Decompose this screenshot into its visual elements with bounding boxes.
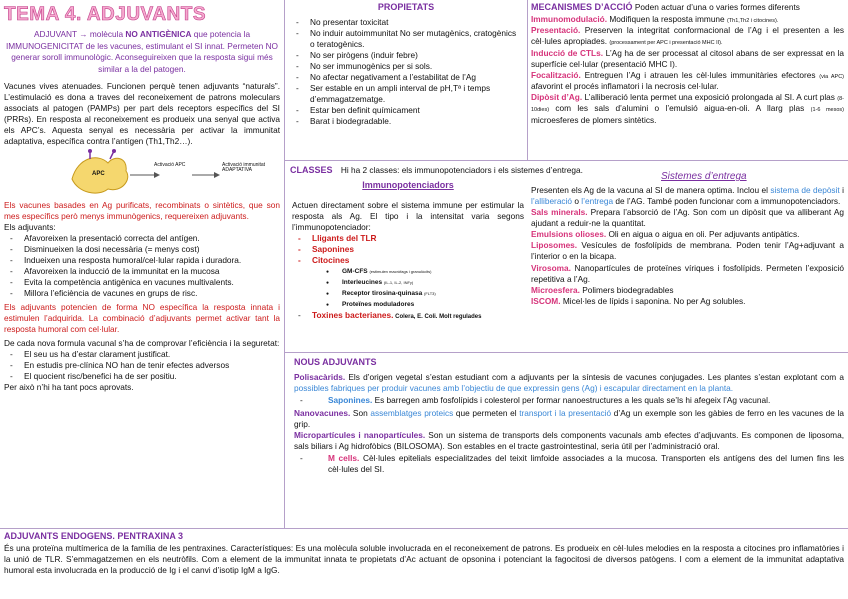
list-item: - Evita la competència antigènica en vacunes multivalents. [4, 277, 280, 288]
list-item: - No presentar toxicitat [290, 17, 522, 28]
citocines-list [322, 266, 524, 310]
apc-label: APC [92, 170, 105, 177]
divider-endogens-top [0, 528, 848, 529]
list-item: - Disminueixen la dosi necessària (= menys cost) [4, 244, 280, 255]
mecanismes-heading: MECANISMES D’ACCIÓ [531, 2, 633, 12]
sistema-item: Emulsions olioses. Oli en aigua o aigua en oli. Per adjuvants antipàtics. [531, 229, 800, 240]
sistema-item: Sals minerals. Prepara l’absorció de l’Ag. Son com un dipòsit que va alliberant Ag ajudant a reduir-ne la quantitat. [531, 207, 844, 229]
sistema-item: ISCOM. Micel·les de lípids i saponina. No per Ag solubles. [531, 295, 746, 306]
closing-text: Per això n’hi ha tant pocs aprovats. [4, 382, 134, 393]
polisacarids-item: Polisacàrids. Els d’origen vegetal s’estan estudiant com a adjuvants per la síntesis de vacunes conjugades. Les plantes s’estan explotant com a possibles fabriques per produir vacunes amb l’objectiu de que expressin gens (Ag) i escapular directament en la planta. [294, 371, 844, 393]
toxines-list [292, 310, 524, 322]
mecanismes-section: MECANISMES D’ACCIÓ Poden actuar d’una o varies formes diferents Immunomodulació. Modifiquen la resposta immune (Th1,Th2 i citocines). Presentació. Preserven la integritat conformacional de l’Ag i el presenten a les cèl·lules apropiades. (processament per APC i presentació MHC II). Inducció de CTLs. L’Ag ha de ser processat al citosol abans de ser expressat en la superfície cel·lular (presentació MHC I). Focalització. Entreguen l’Ag i atrauen les cèl·lules immunitàries efectores (via APC) afavorint el procés inflamatori i la necrosis cel·lular. Dipòsit d’Ag. L’alliberació lenta permet una exposició prolongada al SI. A curt plas (8-10dies) com les sals d’alumini o l’emulsió aigua-en-oli. A llarg plas (1-6 mesos) microesferes de plomers sintètics. [531, 2, 845, 125]
list-item: ● Interleucines (IL-1, IL-2, INFγ) [322, 277, 524, 288]
list-item: - Saponines [292, 244, 524, 255]
list-item: - M cells. Cèl·lules epitelials especialitzades del teixit limfoide associades a la mucosa. Transporten els antígens des del lumen fins les cèl·lules del SI. [294, 453, 844, 475]
divider-nous-top [285, 352, 848, 353]
list-item: - Afavoreixen la presentació correcta del antígen. [4, 233, 280, 244]
list-item: - Saponines. Es barregen amb fosfolípids i colesterol per formar nanoestructures a les quals se’ls hi afegeix l’Ag vacunal. [294, 395, 844, 406]
nous-heading: NOUS ADJUVANTS [294, 357, 377, 367]
propietats-heading: PROPIETATS [377, 2, 435, 12]
list-item: ● GM-CFS (estimulen macròfags i granulòcits) [322, 266, 524, 277]
sistemes-section [531, 170, 844, 307]
microparticules-item: Micropartícules i nanopartícules. Son un sistema de transports dels components vacunals amb efectes d’adjuvants. Es componen de liposoma, sals biliars i Ag hidrofòbics (BILOSOMA). Son estables en el tracte gastrointestinal, seria útil per l’administració oral. [294, 430, 844, 452]
list-item: - Afavoreixen la inducció de la immunitat en la mucosa [4, 266, 280, 277]
list-item: - Citocines [292, 255, 524, 266]
list-item: ● Proteïnes moduladores [322, 299, 524, 310]
classes-intro: Hi ha 2 classes: els immunopotenciadors i els sistemes d’entrega. [340, 165, 583, 175]
list-item: - En estudis pre-clínica NO han de tenir efectes adversos [4, 360, 280, 371]
immuno-list [292, 233, 524, 266]
immuno-heading: Immunopotenciadors [362, 180, 454, 190]
list-item: - No induir autoimmunitat No ser mutagènics, cratogènics o teratogènics. [290, 28, 522, 50]
saponines-list [294, 395, 844, 406]
classes-heading: CLASSES [290, 165, 333, 175]
mecanisme-item: Dipòsit d’Ag. L’alliberació lenta permet una exposició prolongada al SI. A curt plas (8-10dies) com les sals d’alumini o l’emulsió aigua-en-oli. A llarg plas (1-6 mesos) microesferes de plomers sintètics. [531, 92, 844, 125]
immunopotenciadors-section [292, 180, 524, 322]
list-item: - Indueixen una resposta humoral/cel·lular rapida i duradora. [4, 255, 280, 266]
nous-adjuvants-section [294, 357, 844, 475]
mecanisme-item: Immunomodulació. Modifiquen la resposta immune (Th1,Th2 i citocines). [531, 13, 779, 24]
sistemes-heading: Sistemes d’entrega [661, 171, 747, 182]
formula-paragraph: De cada nova formula vacunal s’ha de comprovar l’eficiència i la seguretat: [4, 338, 280, 349]
els-adjuvants-label: Els adjuvants: [4, 221, 56, 232]
adjuvant-effects-list [4, 233, 280, 299]
adjuvant-diagram [4, 149, 280, 199]
propietats-section [290, 2, 522, 127]
mecanisme-item: Inducció de CTLs. L’Ag ha de ser processat al citosol abans de ser expressat en la superfície cel·lular (presentació MHC I). [531, 47, 845, 69]
divider-right-top [527, 0, 528, 160]
endogens-text: És una proteïna multímerica de la família de les pentraxines. Característiques: Es una molècula soluble involucrada en el reconeixement de patrons. Es produeix en cèl·lules melodies en la resposta a citocines pro inflamatòries i la unió de TLR. S’emmagatzemen en els neutròfils. Com a element de la immunitat innata te propietats d’Ac actuant de opsonina i potenciant la fagocitosi de diversos patògens. I com a element de la immunitat adaptativa humoral esta involucrada en la producció de Ig i el canvi d’isotip IgM a IgG. [4, 542, 844, 576]
list-item: - El seu us ha d’estar clarament justificat. [4, 349, 280, 360]
list-item: - El quocient risc/benefici ha de ser positiu. [4, 371, 280, 382]
list-item: - Estar ben definit químicament [290, 105, 522, 116]
red-paragraph-1: Els vacunes basades en Ag purificats, recombinats o sintètics, que son mes específics però menys immunògenics, requereixen adjuvants. [4, 199, 280, 221]
mcells-list [294, 453, 844, 475]
list-item: ● Receptor tirosina-quinasa (FLT3) [322, 288, 524, 299]
list-item: - Lligants del TLR [292, 233, 524, 244]
sistemes-intro: Presenten els Ag de la vacuna al SI de manera optima. Inclou el sistema de depòsit i l’alliberació o l’entrega de l’AG. També poden funcionar com a immunopotenciadors. [531, 185, 844, 207]
page-title: TEMA 4. ADJUVANTS [4, 4, 207, 25]
divider-classes-top [285, 160, 848, 161]
list-item: - Toxines bacterianes. Colera, E. Coli. Molt regulades [292, 310, 524, 322]
nanovacunes-item: Nanovacunes. Son assemblatges proteics que permeten el transport i la presentació d’Ag un exemple son les gàbies de ferro en les vacunes de la grip. [294, 408, 844, 430]
list-item: - No ser immunogènics per si sols. [290, 61, 522, 72]
list-item: - Ser estable en un ampli interval de pH,Tª i temps d’emmagatzematge. [290, 83, 522, 105]
list-item: - Millora l’eficiència de vacunes en grups de risc. [4, 288, 280, 299]
endogens-heading: ADJUVANTS ENDOGENS. PENTRAXINA 3 [4, 531, 184, 541]
mecanisme-item: Presentació. Preserven la integritat conformacional de l’Ag i el presenten a les cèl·lules apropiades. (processament per APC i presentació MHC II). [531, 25, 844, 47]
sistema-item: Liposomes. Vesícules de fosfolípids de membrana. Poden tenir l’Ag+adjuvant a l’interior o en la bicapa. [531, 240, 844, 262]
mecanisme-item: Focalització. Entreguen l’Ag i atrauen les cèl·lules immunitàries efectores (via APC) afavorint el procés inflamatori i la necrosis cel·lular. [531, 69, 845, 91]
left-column [4, 2, 280, 393]
list-item: - No afectar negativament a l’estabilitat de l’Ag [290, 72, 522, 83]
formula-list [4, 349, 280, 382]
endogens-section [4, 531, 844, 576]
vaccines-paragraph: Vacunes vives atenuades. Funcionen perquè tenen adjuvants “naturals”. L’estimulació es dona a traves del reconeixement de patrons moleculars associats al patogen (PAMPs) per part dels receptors específics del SI (PRRs). En resposta al reconeixement es produeix una senyal que activa els APC’s. Aquesta senyal es necessària per activar la immunitat adaptativa, específica contra l’antígen (Th1,Th2…). [4, 80, 280, 146]
red-paragraph-2: Els adjuvants potencien de forma NO específica la resposta innata i estimulen l’adquirida. La combinació d’adjuvants permet activar tant la resposta humoral com cel·lular. [4, 302, 280, 335]
list-item: - Barat i biodegradable. [290, 116, 522, 127]
list-item: - No ser pirògens (induir febre) [290, 50, 522, 61]
activacio-adaptativa-label: Activació immunitat ADAPTATIVA [222, 161, 266, 174]
sistema-item: Virosoma. Nanopartícules de proteïnes víriques i fosfolípids. Permeten l’exposició repetitiva a l’Ag. [531, 262, 844, 284]
propietats-list [290, 17, 522, 127]
intro-definition: ADJUVANT → molècula NO ANTIGÈNICA que potencia la IMMUNOGENICITAT de les vacunes, estimulant el SI innat. Permeten NO generar soroll immunològic. Aconseguireixen que la resposta sigui més similar a la del patogen. [5, 29, 279, 75]
sistema-item: Microesfera. Polimers biodegradables [531, 284, 674, 295]
immuno-text: Actuen directament sobre el sistema immune per estimular la resposta als Ag. El tipo i la intensitat varia segons l’immunopotenciador: [292, 199, 524, 233]
divider-left [284, 0, 285, 528]
activacio-apc-label: Activació APC [154, 161, 186, 168]
